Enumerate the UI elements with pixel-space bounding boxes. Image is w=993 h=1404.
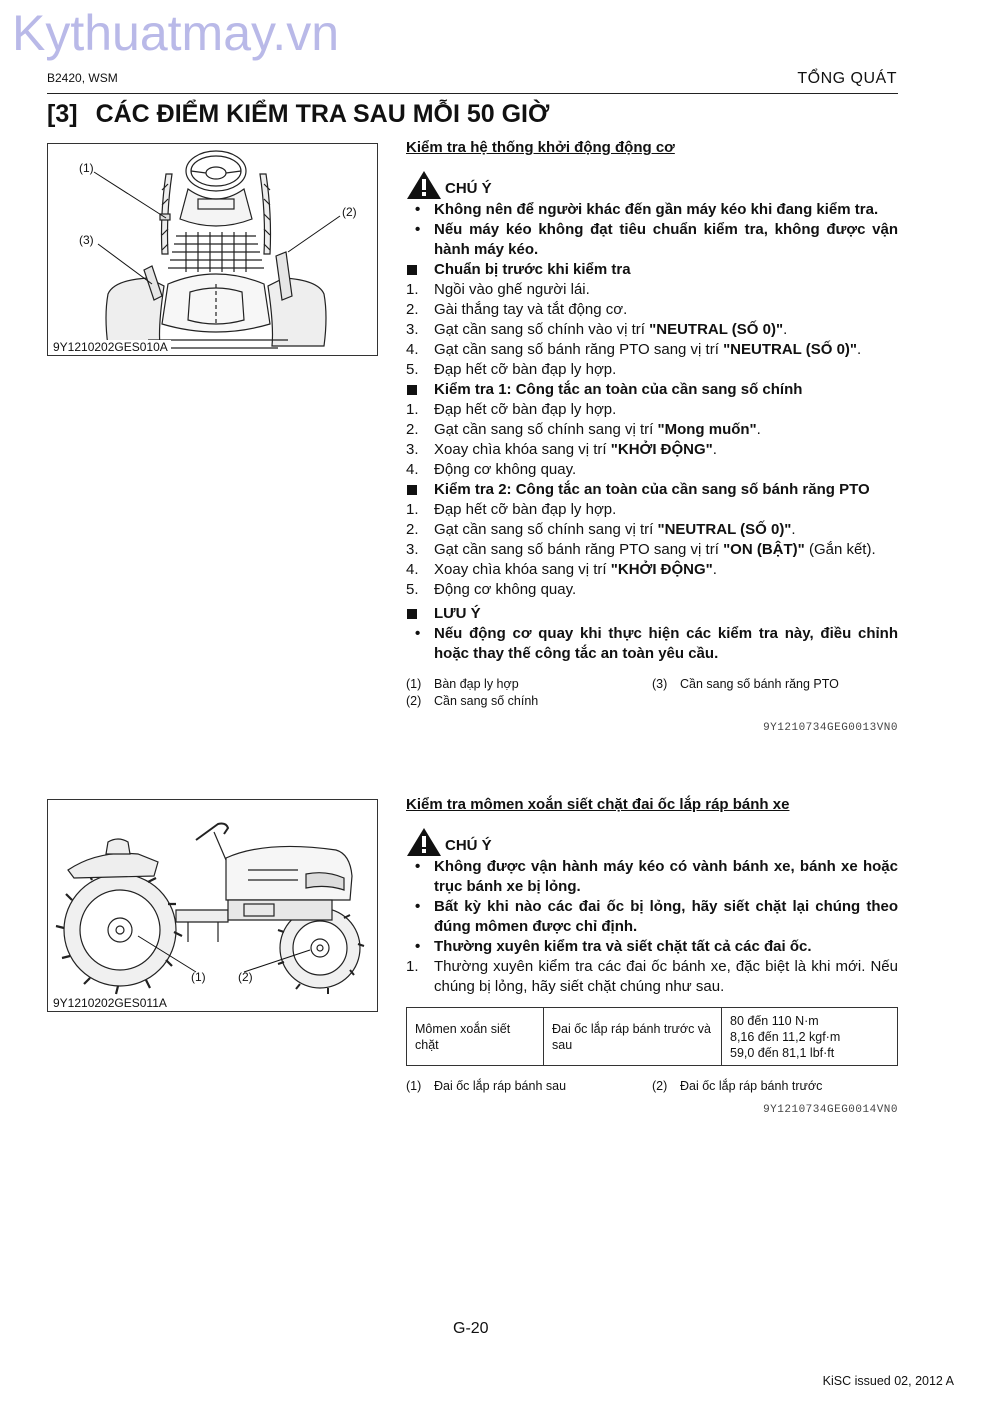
step-number: 4. (406, 341, 419, 358)
header-model: B2420, WSM (47, 71, 118, 85)
part2-caution-item: • Thường xuyên kiểm tra và siết chặt tất cả các đai ốc. (406, 937, 898, 957)
step-number: 1. (406, 501, 419, 518)
note-title: LƯU Ý (406, 604, 898, 624)
step-number: 5. (406, 581, 419, 598)
figure2-code: 9Y1210202GES011A (53, 996, 170, 1010)
part1-ref-code: 9Y1210734GEG0013VN0 (763, 722, 898, 734)
figure2-callout-1: (1) (191, 970, 206, 984)
step-number: 5. (406, 361, 419, 378)
figure-operator-seat (47, 143, 378, 356)
step-number: 1. (406, 281, 419, 298)
check1-steps (406, 400, 898, 480)
part2-caution-header (406, 827, 898, 857)
part1-caution-label: CHÚ Ý (445, 180, 492, 197)
part1-heading: Kiểm tra hệ thống khởi động động cơ (406, 139, 675, 156)
legend-item: (2) Đai ốc lắp ráp bánh trước (652, 1079, 823, 1093)
step-item: 4. Động cơ không quay. (406, 461, 577, 478)
figure1-code: 9Y1210202GES010A (53, 340, 171, 354)
section-number: [3] (47, 100, 78, 128)
legend-item: (1) Bàn đạp ly hợp (406, 677, 519, 691)
step-item: 2. Gạt cần sang số chính sang vị trí "Mong muốn". (406, 421, 761, 438)
header-rule (47, 93, 898, 94)
torque-value-lbfft: 59,0 đến 81,1 lbf·ft (730, 1045, 835, 1060)
part1-caution-item: • Nếu máy kéo không đạt tiêu chuẩn kiểm tra, không được vận hành máy kéo. (406, 220, 898, 260)
step-number: 2. (406, 421, 419, 438)
footer-issue: KiSC issued 02, 2012 A (822, 1374, 954, 1388)
part2-heading: Kiểm tra mômen xoắn siết chặt đai ốc lắp ráp bánh xe (406, 796, 790, 813)
step-emphasis: "KHỞI ĐỘNG" (610, 561, 713, 578)
torque-value-nm: 80 đến 110 N·m (730, 1013, 819, 1028)
step-item: 1. Đạp hết cỡ bàn đạp ly hợp. (406, 501, 617, 518)
step-emphasis: "NEUTRAL (SỐ 0)" (723, 341, 858, 358)
page-number: G-20 (453, 1320, 489, 1337)
part2-caution-item: • Bất kỳ khi nào các đai ốc bị lỏng, hãy siết chặt lại chúng theo đúng mômen được chỉ định. (406, 897, 898, 937)
part2-ref-code: 9Y1210734GEG0014VN0 (763, 1104, 898, 1116)
torque-value-cell (722, 1008, 898, 1066)
step-emphasis: "NEUTRAL (SỐ 0)" (649, 321, 784, 338)
step-emphasis: "Mong muốn" (657, 421, 757, 438)
step-number: 1. (406, 401, 419, 418)
step-item: 3. Gạt cần sang số bánh răng PTO sang vị trí "ON (BẬT)" (Gắn kết). (406, 541, 876, 558)
step-item: 4. Gạt cần sang số bánh răng PTO sang vị trí "NEUTRAL (SỐ 0)". (406, 341, 862, 358)
step-number: 2. (406, 301, 419, 318)
part2-steps (406, 957, 898, 997)
part2-caution-item: • Không được vận hành máy kéo có vành bánh xe, bánh xe hoặc trục bánh xe bị lỏng. (406, 857, 898, 897)
step-item: 5. Động cơ không quay. (406, 581, 577, 598)
torque-label-cell: Mômen xoắn siết chặt (407, 1008, 544, 1066)
check2-title: Kiểm tra 2: Công tắc an toàn của cần sang số bánh răng PTO (406, 480, 898, 500)
step-number: 3. (406, 541, 419, 558)
step-number: 3. (406, 321, 419, 338)
step-emphasis: "NEUTRAL (SỐ 0)" (657, 521, 792, 538)
step-item: 1. Thường xuyên kiểm tra các đai ốc bánh xe, đặc biệt là khi mới. Nếu chúng bị lỏng, hãy siết chặt chúng như sau. (406, 958, 898, 995)
part1-caution-header (406, 170, 898, 200)
part1-content (406, 138, 898, 738)
part1-caution-item: • Không nên để người khác đến gần máy kéo khi đang kiểm tra. (406, 200, 898, 220)
legend-item: (1) Đai ốc lắp ráp bánh sau (406, 1079, 567, 1093)
step-item: 3. Xoay chìa khóa sang vị trí "KHỞI ĐỘNG". (406, 441, 717, 458)
step-item: 1. Ngồi vào ghế người lái. (406, 281, 590, 298)
part2-content (406, 795, 898, 1120)
header-chapter: TỔNG QUÁT (797, 70, 897, 87)
note-text: • Nếu động cơ quay khi thực hiện các kiểm tra này, điều chỉnh hoặc thay thế công tắc an toàn yêu cầu. (406, 624, 898, 664)
step-number: 3. (406, 441, 419, 458)
step-item: 5. Đạp hết cỡ bàn đạp ly hợp. (406, 361, 617, 378)
operator-seat-illustration (48, 144, 378, 356)
figure-tractor-side (47, 799, 378, 1012)
part1-legend (406, 676, 898, 710)
step-emphasis: "KHỞI ĐỘNG" (610, 441, 713, 458)
torque-part-cell: Đai ốc lắp ráp bánh trước và sau (544, 1008, 722, 1066)
step-item: 1. Đạp hết cỡ bàn đạp ly hợp. (406, 401, 617, 418)
tractor-side-illustration (48, 800, 378, 1012)
figure2-callout-2: (2) (238, 970, 253, 984)
figure1-callout-2: (2) (342, 205, 357, 219)
step-number: 1. (406, 958, 419, 975)
part2-legend (406, 1078, 898, 1095)
watermark: Kythuatmay.vn (12, 5, 340, 61)
legend-item: (2) Cần sang số chính (406, 694, 539, 708)
torque-table (406, 1007, 898, 1066)
step-emphasis: "ON (BẬT)" (723, 541, 805, 558)
step-item: 3. Gạt cần sang số chính vào vị trí "NEUTRAL (SỐ 0)". (406, 321, 788, 338)
check2-steps (406, 500, 898, 600)
step-item: 4. Xoay chìa khóa sang vị trí "KHỞI ĐỘNG". (406, 561, 717, 578)
prep-title: Chuẩn bị trước khi kiểm tra (406, 260, 898, 280)
warning-icon (406, 827, 442, 857)
step-number: 2. (406, 521, 419, 538)
step-item: 2. Gài thắng tay và tắt động cơ. (406, 301, 628, 318)
section-title-text: CÁC ĐIỂM KIỂM TRA SAU MỖI 50 GIỜ (95, 100, 550, 128)
part2-caution-label: CHÚ Ý (445, 837, 492, 854)
step-number: 4. (406, 561, 419, 578)
legend-item: (3) Cần sang số bánh răng PTO (652, 677, 839, 691)
section-title (47, 100, 549, 129)
figure1-callout-3: (3) (79, 233, 94, 247)
check1-title: Kiểm tra 1: Công tắc an toàn của cần sang số chính (406, 380, 898, 400)
torque-value-kgfm: 8,16 đến 11,2 kgf·m (730, 1029, 841, 1044)
warning-icon (406, 170, 442, 200)
step-item: 2. Gạt cần sang số chính sang vị trí "NEUTRAL (SỐ 0)". (406, 521, 796, 538)
prep-steps (406, 280, 898, 380)
figure1-callout-1: (1) (79, 161, 94, 175)
step-number: 4. (406, 461, 419, 478)
